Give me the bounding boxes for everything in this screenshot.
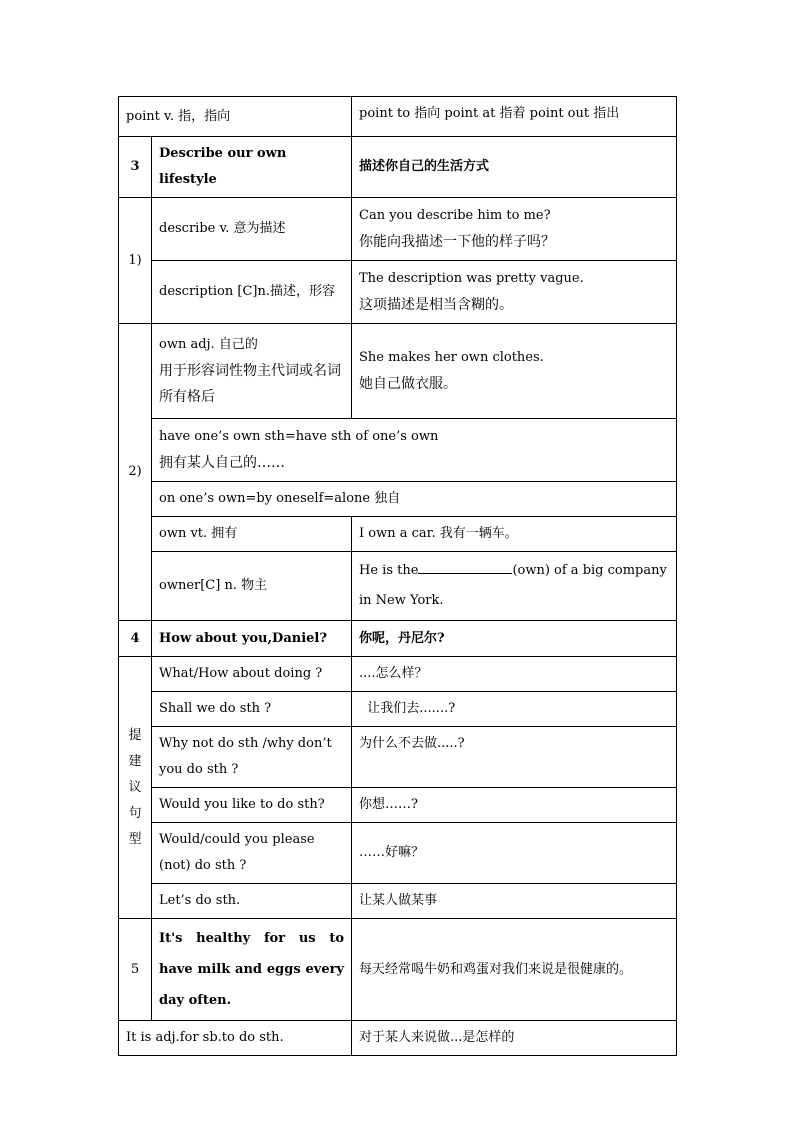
vocabulary-table (118, 96, 677, 1056)
phrase-cell (152, 419, 677, 482)
meaning-cell: ……好嘛？ (352, 823, 677, 884)
meaning-cell: 让我们去.......? (352, 692, 677, 727)
table-row (119, 657, 677, 692)
table-row (119, 788, 677, 823)
table-row (119, 1021, 677, 1056)
meaning-cell: 为什么不去做.....? (352, 727, 677, 788)
section-title-en: Describe our own lifestyle (152, 137, 352, 198)
pattern-cell: Why not do sth /why don’t you do sth ? (152, 727, 352, 788)
fill-blank-cell (352, 552, 677, 621)
answer-blank[interactable] (418, 559, 512, 574)
section-title-cn: 你呢，丹尼尔? (352, 621, 677, 657)
meaning-cell: 让某人做某事 (352, 884, 677, 919)
table-row (119, 727, 677, 788)
table-row (119, 419, 677, 482)
section-header-row (119, 621, 677, 657)
table-row (119, 97, 677, 137)
pattern-cell: Would/could you please (not) do sth ? (152, 823, 352, 884)
phrase-en: have one’s own sth=have sth of one’s own (159, 429, 439, 444)
table-row (119, 198, 677, 261)
point-cell: point v. 指，指向 (119, 97, 352, 137)
word-cell (152, 324, 352, 419)
example-en: The description was pretty vague. (359, 271, 584, 286)
phrase-cell: on one’s own=by oneself=alone 独自 (152, 482, 677, 517)
table-row (119, 482, 677, 517)
word-def: own adj. 自己的 (159, 337, 258, 352)
meaning-cell: 你想……? (352, 788, 677, 823)
example-cell: I own a car. 我有一辆车。 (352, 517, 677, 552)
table-row (119, 261, 677, 324)
meaning-cell: ....怎么样？ (352, 657, 677, 692)
word-cell: owner[C] n. 物主 (152, 552, 352, 621)
suggestion-label: 提 建 议 句 型 (119, 657, 152, 919)
pattern-cell: It is adj.for sb.to do sth. (119, 1021, 352, 1056)
table-row (119, 692, 677, 727)
section-number: 4 (119, 621, 152, 657)
pattern-cell: Would you like to do sth? (152, 788, 352, 823)
section-number: 5 (119, 919, 152, 1021)
word-note: 用于形容词性物主代词或名词所有格后 (159, 363, 341, 405)
table-row (119, 324, 677, 419)
sentence-en: It's healthy for us to have milk and eggs every day often. (152, 919, 352, 1021)
example-en: Can you describe him to me? (359, 208, 551, 223)
example-cn: 这项描述是相当含糊的。 (359, 297, 514, 313)
point-usage-cell: point to 指向 point at 指着 point out 指出 (352, 97, 677, 137)
pattern-cell: What/How about doing ? (152, 657, 352, 692)
fill-blank-prefix: He is the (359, 563, 419, 578)
table-row (119, 823, 677, 884)
sentence-cn: 每天经常喝牛奶和鸡蛋对我们来说是很健康的。 (352, 919, 677, 1021)
section-title-cn: 描述你自己的生活方式 (352, 137, 677, 198)
table-row (119, 919, 677, 1021)
table-row (119, 517, 677, 552)
sub-number: 1) (119, 198, 152, 324)
example-cell (352, 198, 677, 261)
word-cell: own vt. 拥有 (152, 517, 352, 552)
meaning-cell: 对于某人来说做...是怎样的 (352, 1021, 677, 1056)
example-cell (352, 324, 677, 419)
pattern-cell: Let’s do sth. (152, 884, 352, 919)
section-header-row (119, 137, 677, 198)
example-en: She makes her own clothes. (359, 350, 544, 365)
word-cell: description [C]n.描述，形容 (152, 261, 352, 324)
section-number: 3 (119, 137, 152, 198)
word-cell: describe v. 意为描述 (152, 198, 352, 261)
example-cn: 她自己做衣服。 (359, 376, 458, 392)
pattern-cell: Shall we do sth ? (152, 692, 352, 727)
example-cn: 你能向我描述一下他的样子吗？ (359, 234, 556, 250)
table-row (119, 884, 677, 919)
section-title-en: How about you,Daniel? (152, 621, 352, 657)
example-cell (352, 261, 677, 324)
sub-number: 2) (119, 324, 152, 621)
table-row (119, 552, 677, 621)
fill-blank-suffix: (own) of a big company in New York. (359, 563, 667, 608)
phrase-cn: 拥有某人自己的…… (159, 455, 285, 471)
